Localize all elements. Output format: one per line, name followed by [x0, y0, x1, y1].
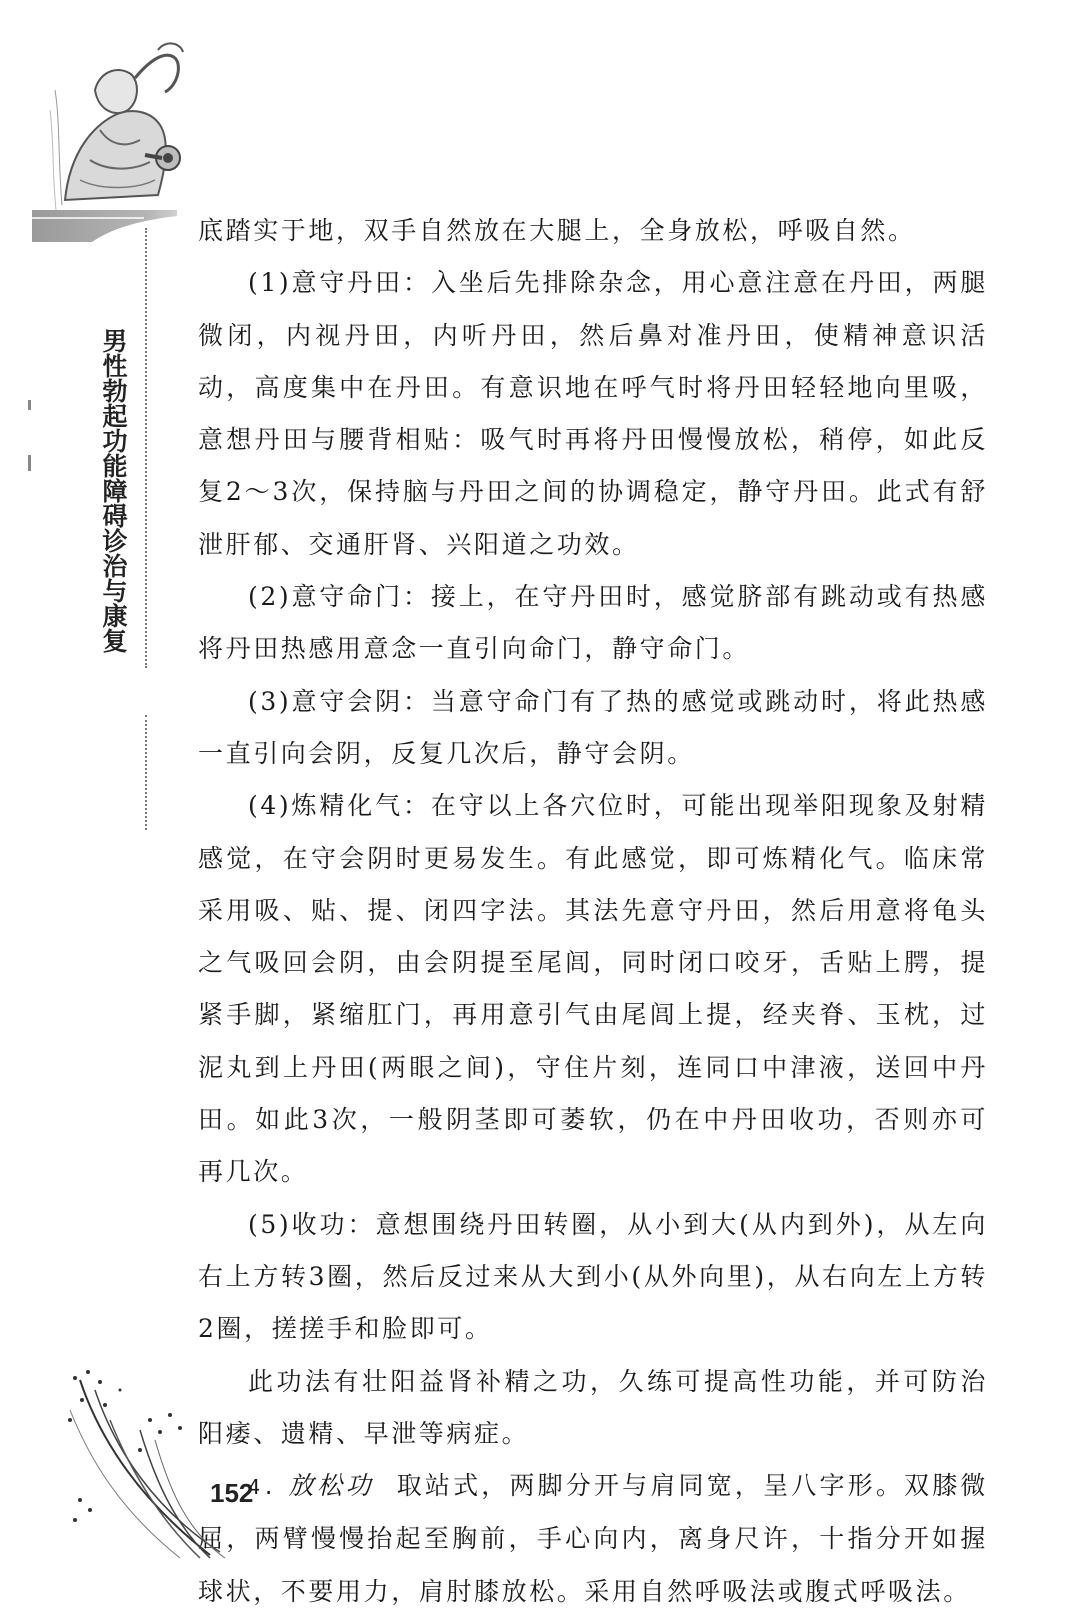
grass-decoration-icon [60, 1360, 230, 1560]
section-4-paragraph [198, 1460, 988, 1618]
header-band-icon [32, 210, 177, 242]
paragraph: (2)意守命门：接上，在守丹田时，感觉脐部有跳动或有热感将丹田热感用意念一直引向命门，静守命门。 [198, 582, 988, 664]
section-title: 放松功 [288, 1471, 375, 1501]
paragraph: (1)意守丹田：入坐后先排除杂念，用心意注意在丹田，两腿微闭，内视丹田，内听丹田，然后鼻对准丹田，使精神意识活动，高度集中在丹田。有意识地在呼气时将丹田轻轻地向里吸，意想丹田与腰背相贴：吸气时再将丹田慢慢放松，稍停，如此反复2～3次，保持脑与丹田之间的协调稳定，静守丹田。此式有舒泄肝郁、交通肝肾、兴阳道之功效。 [198, 268, 988, 559]
paragraph: (3)意守会阴：当意守命门有了热的感觉或跳动时，将此热感一直引向会阴，反复几次后，静守会阴。 [198, 686, 988, 768]
section-number: 4. [248, 1475, 278, 1500]
paragraph: (5)收功：意想围绕丹田转圈，从小到大(从内到外)，从左向右上方转3圈，然后反过来从大到小(从外向里)，从右向左上方转2圈，搓搓手和脸即可。 [198, 1209, 988, 1344]
page-number: 152 [210, 1478, 254, 1508]
margin-mark [28, 400, 31, 410]
running-title: 男性勃起功能障碍诊治与康复 [99, 328, 128, 653]
section-text: 取站式，两脚分开与肩同宽，呈八字形。双膝微屈，两臂慢慢抬起至胸前，手心向内，离身尺许，十指分开如握球状，不要用力，肩肘膝放松。采用自然呼吸法或腹式呼吸法。 [198, 1471, 988, 1606]
dotted-rule-upper [145, 228, 147, 668]
margin-mark [28, 455, 31, 471]
paragraph: 底踏实于地，双手自然放在大腿上，全身放松，呼吸自然。 [198, 216, 916, 245]
bodybuilder-illustration-icon [40, 30, 200, 220]
paragraph: (4)炼精化气：在守以上各穴位时，可能出现举阳现象及射精感觉，在守会阴时更易发生。有此感觉，即可炼精化气。临床常采用吸、贴、提、闭四字法。其法先意守丹田，然后用意将龟头之气吸回会阴，由会阴提至尾闾，同时闭口咬牙，舌贴上腭，提紧手脚，紧缩肛门，再用意引气由尾闾上提，经夹脊、玉枕，过泥丸到上丹田(两眼之间)，守住片刻，连同口中津液，送回中丹田。如此3次，一般阴茎即可萎软，仍在中丹田收功，否则亦可再几次。 [198, 791, 988, 1187]
dotted-rule-lower [145, 715, 147, 830]
paragraph: 此功法有壮阳益肾补精之功，久练可提高性功能，并可防治阳痿、遗精、早泄等病症。 [198, 1366, 988, 1448]
body-text [198, 205, 988, 1618]
